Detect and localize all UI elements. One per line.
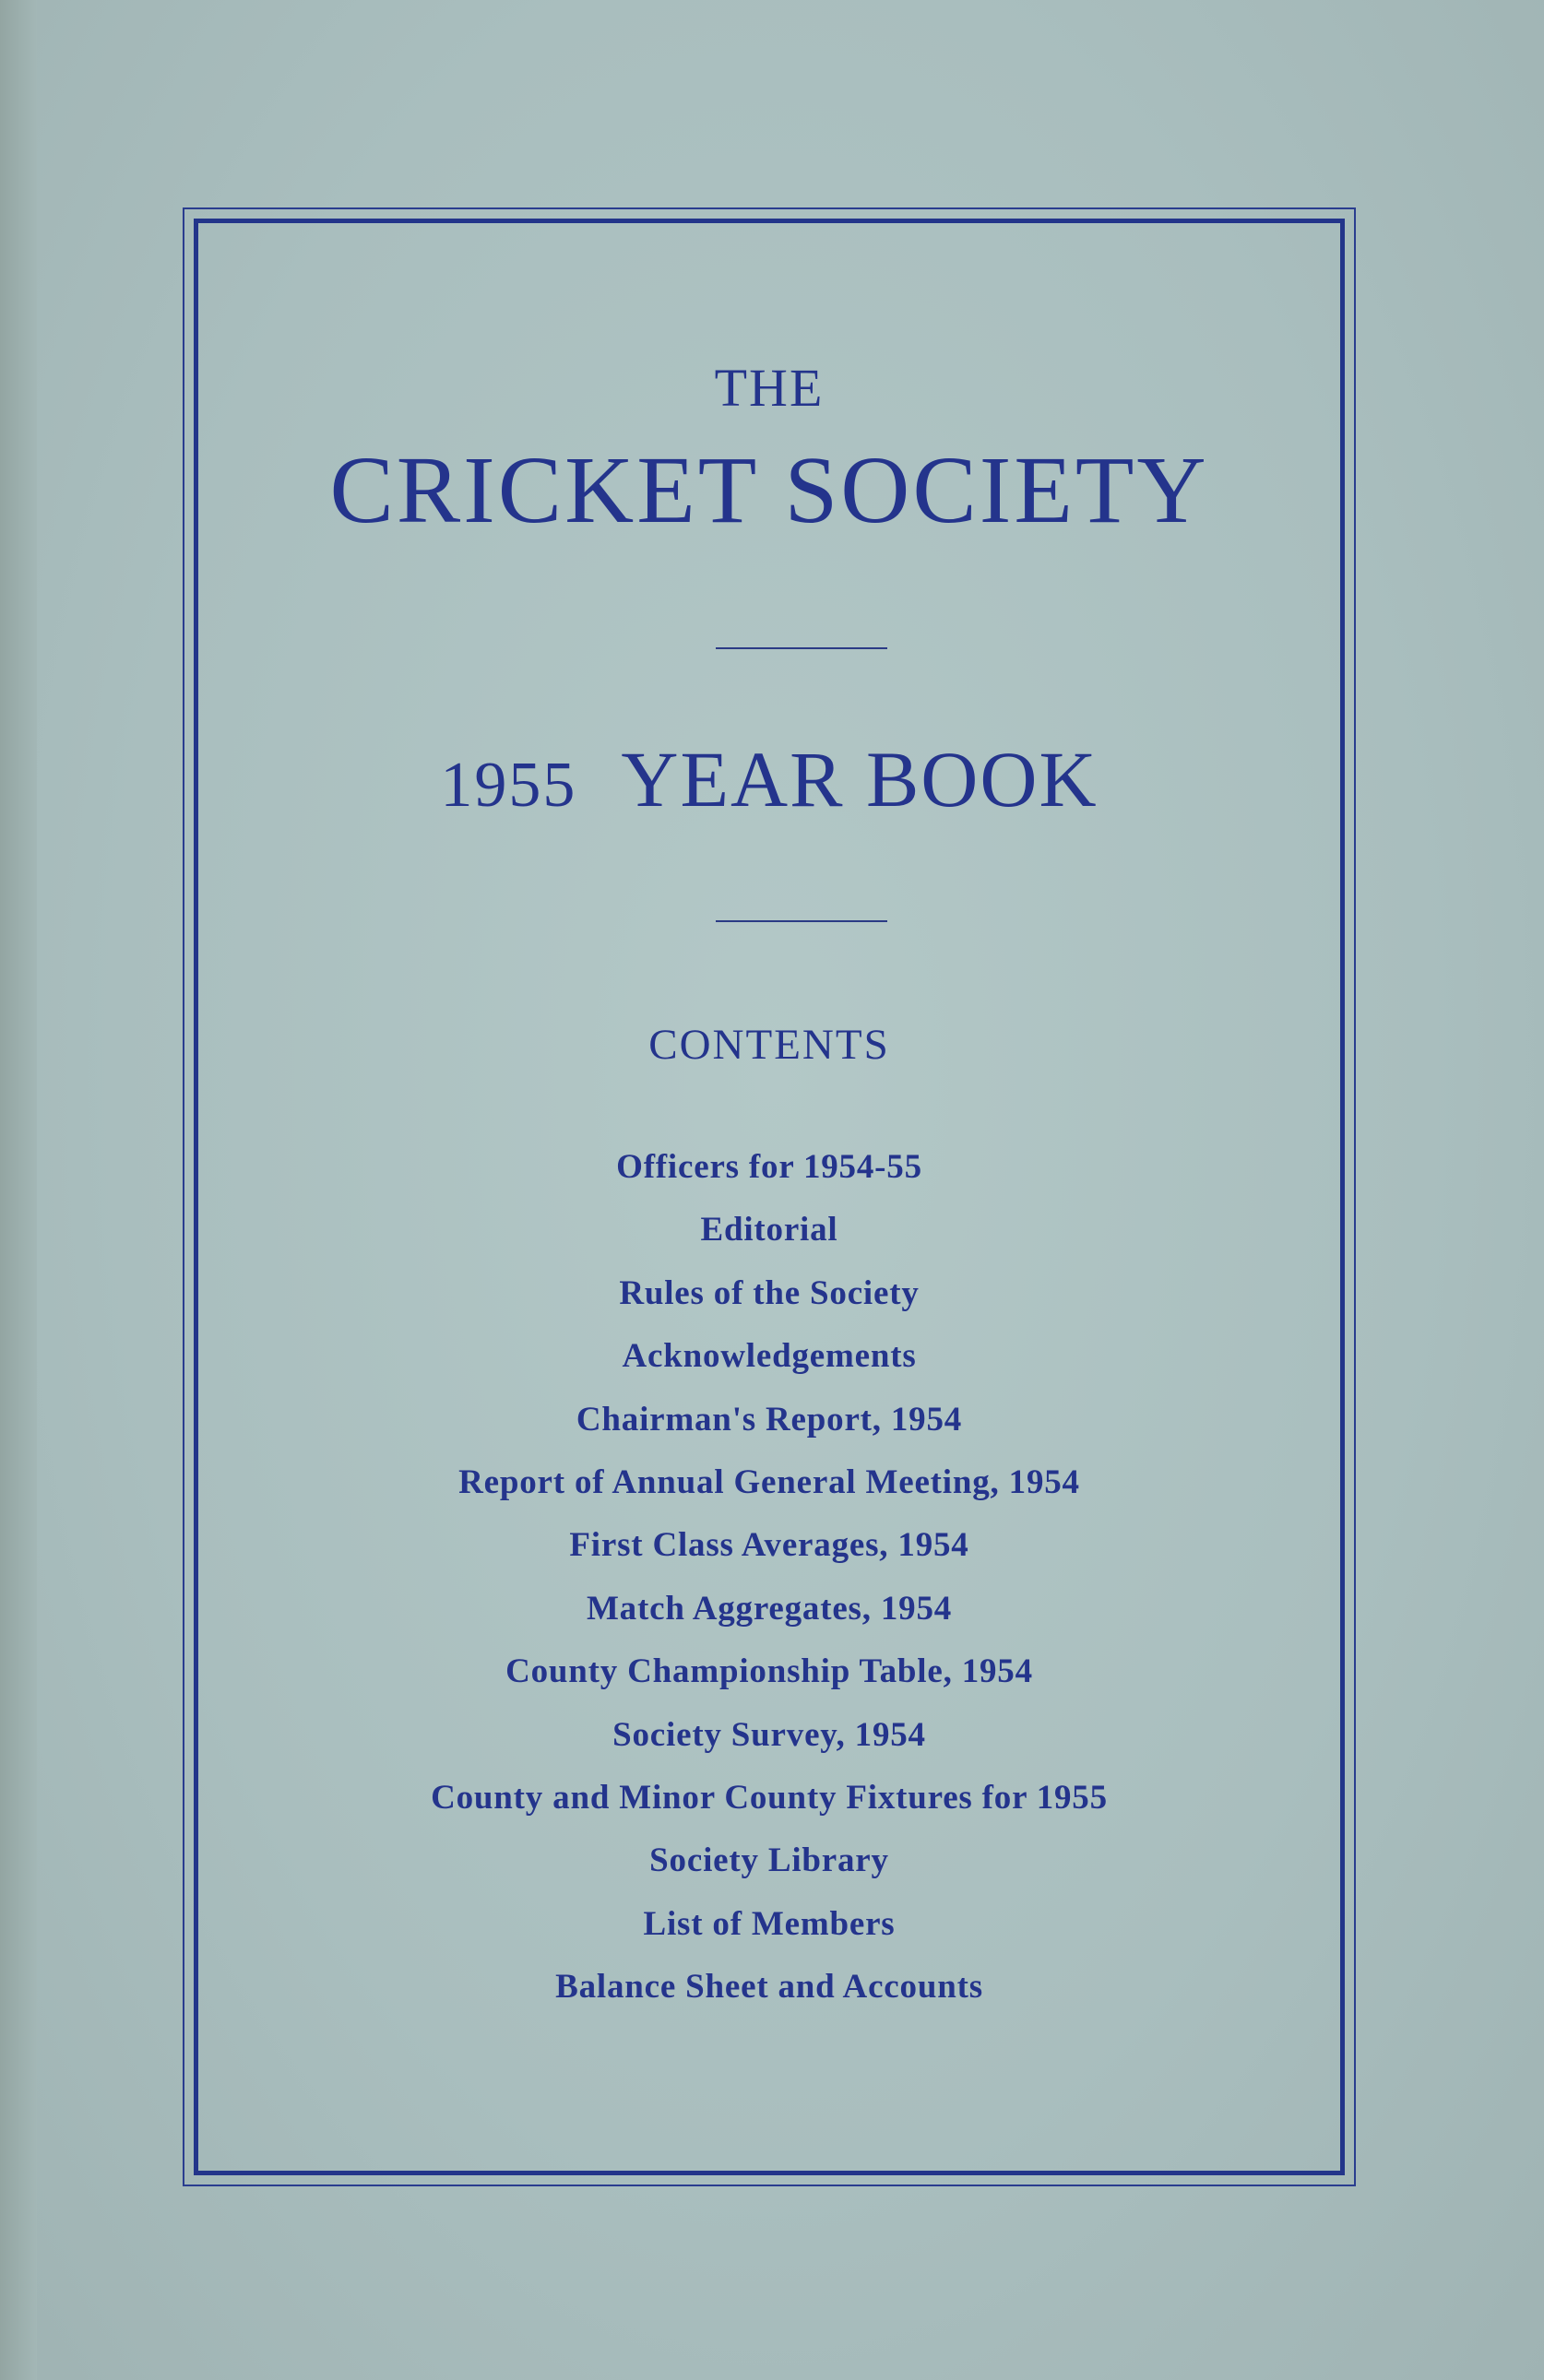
cover-content <box>198 223 1340 2171</box>
contents-item: Balance Sheet and Accounts <box>555 1968 983 2007</box>
contents-item: Society Library <box>649 1841 889 1880</box>
contents-item: County and Minor County Fixtures for 1955 <box>431 1778 1108 1817</box>
contents-item: First Class Averages, 1954 <box>569 1526 969 1565</box>
contents-list <box>198 1136 1340 2019</box>
contents-item: List of Members <box>643 1904 896 1943</box>
society-title: CRICKET SOCIETY <box>329 437 1209 543</box>
divider-rule-bottom <box>716 920 887 922</box>
contents-item: Acknowledgements <box>622 1337 917 1376</box>
contents-item: Officers for 1954-55 <box>616 1148 922 1186</box>
contents-item: Editorial <box>700 1211 838 1249</box>
divider-rule-top <box>716 647 887 649</box>
contents-heading: CONTENTS <box>648 1021 890 1069</box>
cover-spine-edge <box>0 0 37 2380</box>
contents-item: Report of Annual General Meeting, 1954 <box>458 1462 1080 1501</box>
title-prefix: THE <box>714 358 825 418</box>
year-book-label: YEAR BOOK <box>621 735 1099 823</box>
contents-item: Society Survey, 1954 <box>612 1715 926 1754</box>
contents-item: Rules of the Society <box>619 1273 920 1312</box>
year-book-heading <box>198 735 1340 823</box>
contents-item: County Championship Table, 1954 <box>505 1652 1033 1691</box>
contents-item: Chairman's Report, 1954 <box>576 1400 963 1439</box>
contents-item: Match Aggregates, 1954 <box>586 1589 953 1628</box>
year-number: 1955 <box>440 750 577 821</box>
